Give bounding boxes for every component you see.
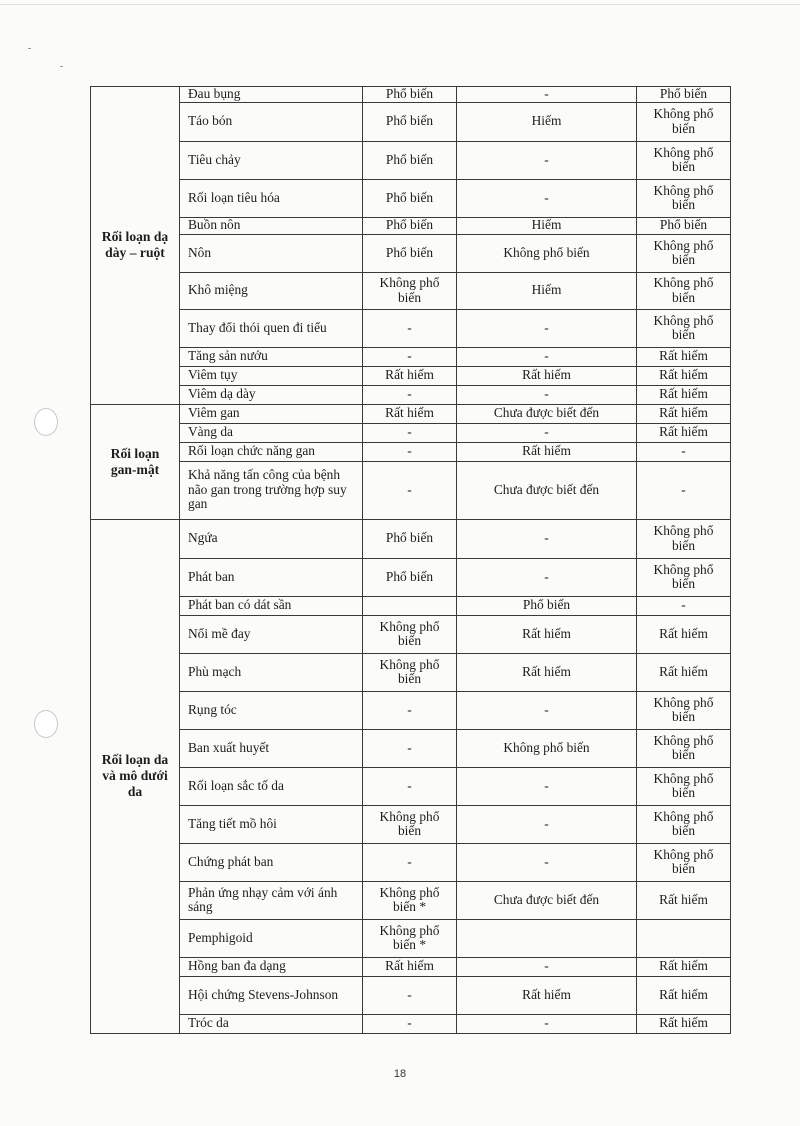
frequency-cell-3: Phổ biến <box>637 217 731 234</box>
table-row <box>91 615 731 653</box>
table-row <box>91 442 731 461</box>
frequency-cell-3: - <box>637 442 731 461</box>
frequency-cell-1 <box>363 596 457 615</box>
scan-speck <box>28 48 31 49</box>
frequency-cell-1: Phổ biến <box>363 558 457 596</box>
frequency-cell-2: - <box>457 558 637 596</box>
table-row <box>91 653 731 691</box>
frequency-cell-1: - <box>363 461 457 519</box>
frequency-cell-3: Rất hiếm <box>637 1014 731 1033</box>
category-cell: Rối loạn gan-mật <box>91 404 180 519</box>
frequency-cell-1: Không phổ biến <box>363 615 457 653</box>
table-row <box>91 461 731 519</box>
frequency-cell-2: Rất hiếm <box>457 976 637 1014</box>
frequency-cell-1: Phổ biến <box>363 179 457 217</box>
table-row <box>91 843 731 881</box>
frequency-cell-1: Không phổ biến <box>363 805 457 843</box>
frequency-cell-2: - <box>457 519 637 558</box>
frequency-cell-2: - <box>457 805 637 843</box>
frequency-cell-3: Rất hiếm <box>637 976 731 1014</box>
effect-name-cell: Khô miệng <box>180 272 363 309</box>
punch-hole <box>34 408 58 436</box>
frequency-cell-3: Rất hiếm <box>637 957 731 976</box>
effect-name-cell: Tiêu chảy <box>180 141 363 179</box>
table-row <box>91 729 731 767</box>
frequency-cell-3: Không phổ biến <box>637 141 731 179</box>
frequency-cell-3: Không phổ biến <box>637 519 731 558</box>
scan-top-edge <box>0 4 800 5</box>
frequency-cell-2: Chưa được biết đến <box>457 881 637 919</box>
table-row <box>91 87 731 103</box>
table-row <box>91 691 731 729</box>
frequency-cell-3: Rất hiếm <box>637 366 731 385</box>
frequency-cell-2: Rất hiếm <box>457 366 637 385</box>
table-row <box>91 234 731 272</box>
frequency-cell-2: Phổ biến <box>457 596 637 615</box>
table-row <box>91 385 731 404</box>
table-body <box>91 87 731 1034</box>
table-row <box>91 976 731 1014</box>
effect-name-cell: Phản ứng nhạy cảm với ánh sáng <box>180 881 363 919</box>
frequency-cell-1: - <box>363 729 457 767</box>
effect-name-cell: Vàng da <box>180 423 363 442</box>
frequency-cell-3: Không phổ biến <box>637 102 731 141</box>
effect-name-cell: Pemphigoid <box>180 919 363 957</box>
frequency-cell-3 <box>637 919 731 957</box>
frequency-cell-3: Rất hiếm <box>637 653 731 691</box>
table-row <box>91 141 731 179</box>
effect-name-cell: Thay đổi thói quen đi tiểu <box>180 309 363 347</box>
frequency-cell-2: - <box>457 1014 637 1033</box>
effect-name-cell: Khả năng tấn công của bệnh não gan trong trường hợp suy gan <box>180 461 363 519</box>
frequency-cell-2: - <box>457 767 637 805</box>
frequency-cell-1: Không phổ biến <box>363 653 457 691</box>
frequency-cell-1: Phổ biến <box>363 217 457 234</box>
frequency-cell-1: Rất hiếm <box>363 404 457 423</box>
frequency-cell-2: - <box>457 87 637 103</box>
frequency-cell-3: - <box>637 596 731 615</box>
effect-name-cell: Nôn <box>180 234 363 272</box>
effect-name-cell: Ngứa <box>180 519 363 558</box>
effect-name-cell: Phát ban <box>180 558 363 596</box>
table-row <box>91 596 731 615</box>
table-row <box>91 423 731 442</box>
frequency-cell-3: Không phổ biến <box>637 234 731 272</box>
frequency-cell-3: Không phổ biến <box>637 179 731 217</box>
frequency-cell-3: Rất hiếm <box>637 615 731 653</box>
frequency-cell-2: Rất hiếm <box>457 442 637 461</box>
frequency-cell-3: Phổ biến <box>637 87 731 103</box>
frequency-cell-3: Rất hiếm <box>637 385 731 404</box>
frequency-cell-2: - <box>457 385 637 404</box>
frequency-cell-2: - <box>457 691 637 729</box>
frequency-cell-2: Rất hiếm <box>457 653 637 691</box>
table-row <box>91 767 731 805</box>
frequency-cell-3: Không phổ biến <box>637 805 731 843</box>
frequency-cell-1: Không phổ biến * <box>363 919 457 957</box>
frequency-cell-2: Chưa được biết đến <box>457 461 637 519</box>
frequency-cell-1: - <box>363 442 457 461</box>
scan-speck <box>60 66 63 67</box>
frequency-cell-2: Hiếm <box>457 217 637 234</box>
table-row <box>91 1014 731 1033</box>
effect-name-cell: Chứng phát ban <box>180 843 363 881</box>
frequency-cell-1: - <box>363 423 457 442</box>
frequency-cell-2: - <box>457 423 637 442</box>
frequency-cell-3: Rất hiếm <box>637 347 731 366</box>
effect-name-cell: Rối loạn chức năng gan <box>180 442 363 461</box>
frequency-cell-2 <box>457 919 637 957</box>
effect-name-cell: Viêm gan <box>180 404 363 423</box>
effect-name-cell: Đau bụng <box>180 87 363 103</box>
category-cell: Rối loạn da và mô dưới da <box>91 519 180 1033</box>
adverse-effects-table <box>90 86 731 1034</box>
table-row <box>91 272 731 309</box>
frequency-cell-3: Không phổ biến <box>637 767 731 805</box>
effect-name-cell: Táo bón <box>180 102 363 141</box>
frequency-cell-1: - <box>363 976 457 1014</box>
table-row <box>91 217 731 234</box>
frequency-cell-1: - <box>363 1014 457 1033</box>
frequency-cell-3: Không phổ biến <box>637 843 731 881</box>
frequency-cell-3: Không phổ biến <box>637 729 731 767</box>
frequency-cell-3: Không phổ biến <box>637 691 731 729</box>
frequency-cell-1: - <box>363 309 457 347</box>
frequency-cell-3: Rất hiếm <box>637 404 731 423</box>
frequency-cell-2: Chưa được biết đến <box>457 404 637 423</box>
frequency-cell-1: Phổ biến <box>363 234 457 272</box>
table-row <box>91 881 731 919</box>
table-row <box>91 957 731 976</box>
frequency-cell-1: - <box>363 843 457 881</box>
frequency-cell-1: Phổ biến <box>363 141 457 179</box>
frequency-cell-3: Không phổ biến <box>637 309 731 347</box>
frequency-cell-1: - <box>363 767 457 805</box>
page-number: 18 <box>393 1068 407 1080</box>
table-row <box>91 558 731 596</box>
table-row <box>91 347 731 366</box>
frequency-cell-1: - <box>363 691 457 729</box>
frequency-cell-1: Phổ biến <box>363 87 457 103</box>
effect-name-cell: Rối loạn sắc tố da <box>180 767 363 805</box>
table-row <box>91 919 731 957</box>
frequency-cell-1: Phổ biến <box>363 519 457 558</box>
frequency-cell-2: Rất hiếm <box>457 615 637 653</box>
frequency-cell-1: Không phổ biến * <box>363 881 457 919</box>
effect-name-cell: Hội chứng Stevens-Johnson <box>180 976 363 1014</box>
table-row <box>91 366 731 385</box>
frequency-cell-2: Không phổ biến <box>457 729 637 767</box>
frequency-cell-2: - <box>457 141 637 179</box>
frequency-cell-1: Rất hiếm <box>363 957 457 976</box>
frequency-cell-2: Hiếm <box>457 102 637 141</box>
frequency-cell-3: - <box>637 461 731 519</box>
frequency-cell-2: - <box>457 843 637 881</box>
effect-name-cell: Buồn nôn <box>180 217 363 234</box>
table-row <box>91 102 731 141</box>
frequency-cell-2: - <box>457 347 637 366</box>
frequency-cell-2: Không phổ biến <box>457 234 637 272</box>
effect-name-cell: Phát ban có dát sần <box>180 596 363 615</box>
frequency-cell-1: Phổ biến <box>363 102 457 141</box>
table-row <box>91 519 731 558</box>
frequency-cell-2: Hiếm <box>457 272 637 309</box>
frequency-cell-2: - <box>457 957 637 976</box>
frequency-cell-1: - <box>363 347 457 366</box>
frequency-cell-3: Rất hiếm <box>637 423 731 442</box>
effect-name-cell: Phù mạch <box>180 653 363 691</box>
frequency-cell-1: - <box>363 385 457 404</box>
table-row <box>91 179 731 217</box>
effect-name-cell: Rụng tóc <box>180 691 363 729</box>
frequency-cell-2: - <box>457 309 637 347</box>
category-cell: Rối loạn dạ dày – ruột <box>91 87 180 405</box>
effect-name-cell: Ban xuất huyết <box>180 729 363 767</box>
effect-name-cell: Nổi mề đay <box>180 615 363 653</box>
frequency-cell-2: - <box>457 179 637 217</box>
effect-name-cell: Hồng ban đa dạng <box>180 957 363 976</box>
effect-name-cell: Tăng tiết mồ hôi <box>180 805 363 843</box>
table-row <box>91 805 731 843</box>
frequency-cell-3: Không phổ biến <box>637 558 731 596</box>
frequency-cell-3: Không phổ biến <box>637 272 731 309</box>
effect-name-cell: Tróc da <box>180 1014 363 1033</box>
table-row <box>91 404 731 423</box>
effect-name-cell: Tăng sản nướu <box>180 347 363 366</box>
effect-name-cell: Rối loạn tiêu hóa <box>180 179 363 217</box>
effect-name-cell: Viêm dạ dày <box>180 385 363 404</box>
effect-name-cell: Viêm tụy <box>180 366 363 385</box>
frequency-cell-1: Rất hiếm <box>363 366 457 385</box>
frequency-cell-1: Không phổ biến <box>363 272 457 309</box>
frequency-cell-3: Rất hiếm <box>637 881 731 919</box>
punch-hole <box>34 710 58 738</box>
table-row <box>91 309 731 347</box>
